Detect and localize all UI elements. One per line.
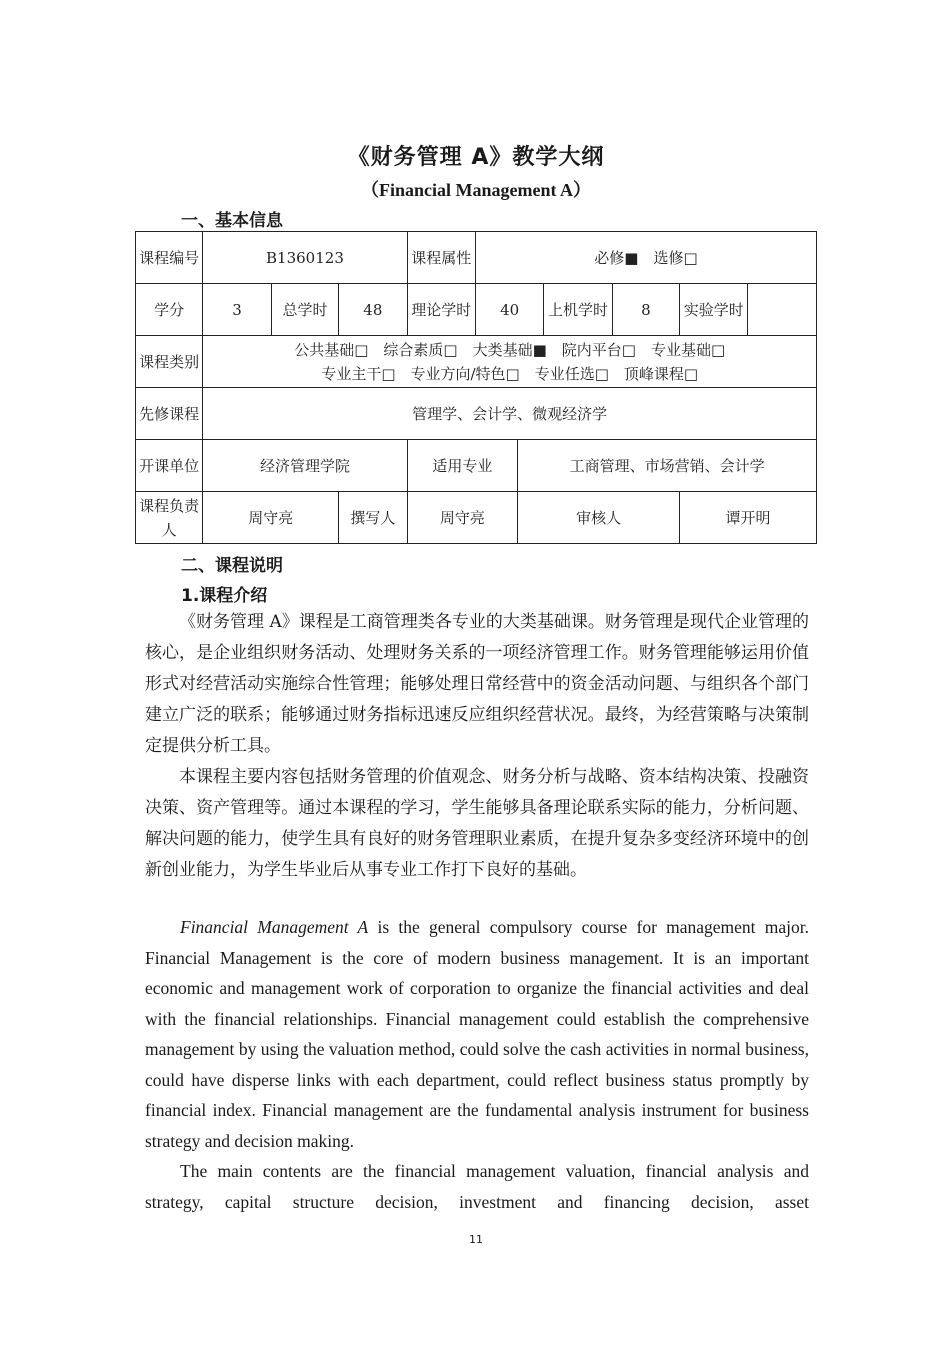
theory-hours-value: 40	[475, 284, 543, 336]
document-title: 《财务管理 A》教学大纲	[347, 145, 605, 170]
course-code-label: 课程编号	[136, 232, 203, 284]
category-value	[203, 336, 817, 388]
category-line-2: 专业主干□ 专业方向/特色□ 专业任选□ 顶峰课程□	[321, 364, 699, 383]
writer-label: 撰写人	[339, 492, 407, 544]
page-number: 11	[469, 1233, 483, 1246]
prereq-label: 先修课程	[136, 388, 203, 440]
total-hours-value: 48	[339, 284, 407, 336]
credit-label: 学分	[136, 284, 203, 336]
category-label: 课程类别	[136, 336, 203, 388]
subsection-heading-course-intro: 1.课程介绍	[181, 586, 268, 606]
dept-value: 经济管理学院	[203, 440, 407, 492]
paragraph-cn-2: 本课程主要内容包括财务管理的价值观念、财务分析与战略、资本结构决策、投融资决策、资产管理等。通过本课程的学习，学生能够具备理论联系实际的能力，分析问题、解决问题的能力，使学生具有良好的财务管理职业素质，在提升复杂多变经济环境中的创新创业能力，为学生毕业后从事专业工作打下良好的基础。	[145, 767, 809, 880]
reviewer-value: 谭开明	[680, 492, 817, 544]
intro-paragraphs-cn	[145, 607, 809, 886]
major-label: 适用专业	[407, 440, 518, 492]
table-row	[136, 232, 817, 284]
intro-paragraphs-en	[145, 912, 809, 1217]
table-row	[136, 440, 817, 492]
dept-label: 开课单位	[136, 440, 203, 492]
lab-hours-value	[748, 284, 817, 336]
table-row	[136, 284, 817, 336]
computer-hours-value: 8	[612, 284, 679, 336]
table-row	[136, 336, 817, 388]
lab-hours-label: 实验学时	[680, 284, 748, 336]
table-row	[136, 388, 817, 440]
paragraph-cn-1: 《财务管理 A》课程是工商管理类各专业的大类基础课。财务管理是现代企业管理的核心，是企业组织财务活动、处理财务关系的一项经济管理工作。财务管理能够运用价值形式对经营活动实施综合性管理；能够处理日常经营中的资金活动问题、与组织各个部门建立广泛的联系；能够通过财务指标迅速反应组织经营状况。最终，为经营策略与决策制定提供分析工具。	[145, 612, 809, 756]
course-name-italic: Financial Management A	[180, 917, 369, 937]
leader-label: 课程负责人	[136, 492, 203, 544]
course-attr-label: 课程属性	[407, 232, 475, 284]
category-line-1: 公共基础□ 综合素质□ 大类基础■ 院内平台□ 专业基础□	[294, 340, 726, 359]
credit-value: 3	[203, 284, 271, 336]
total-hours-label: 总学时	[271, 284, 338, 336]
paragraph-en-2: The main contents are the financial management valuation, financial analysis and strategy, capital structure decision, investment and financing decision, asset	[145, 1161, 809, 1212]
course-attr-value: 必修■ 选修□	[475, 232, 816, 284]
prereq-value: 管理学、会计学、微观经济学	[203, 388, 817, 440]
leader-value: 周守亮	[203, 492, 339, 544]
basic-info-table	[135, 231, 817, 544]
document-subtitle: （Financial Management A）	[361, 180, 591, 200]
section-heading-basic-info: 一、基本信息	[181, 211, 283, 231]
paragraph-en-1-text: is the general compulsory course for management major. Financial Management is the core of modern business management. It is an important economic and management work of corporation to organize the financial activities and deal with the financial relationships. Financial management could establish the comprehensive management by using the valuation method, could solve the cash activities in normal business, could have disperse links with each department, could reflect business status promptly by financial index. Financial management are the fundamental analysis instrument for business strategy and decision making.	[145, 917, 809, 1151]
table-row	[136, 492, 817, 544]
paragraph-en-1	[145, 912, 809, 1156]
reviewer-label: 审核人	[518, 492, 680, 544]
section-heading-course-description: 二、课程说明	[181, 556, 283, 576]
computer-hours-label: 上机学时	[544, 284, 612, 336]
major-value: 工商管理、市场营销、会计学	[518, 440, 817, 492]
writer-value: 周守亮	[407, 492, 518, 544]
course-code-value: B1360123	[203, 232, 407, 284]
theory-hours-label: 理论学时	[407, 284, 475, 336]
